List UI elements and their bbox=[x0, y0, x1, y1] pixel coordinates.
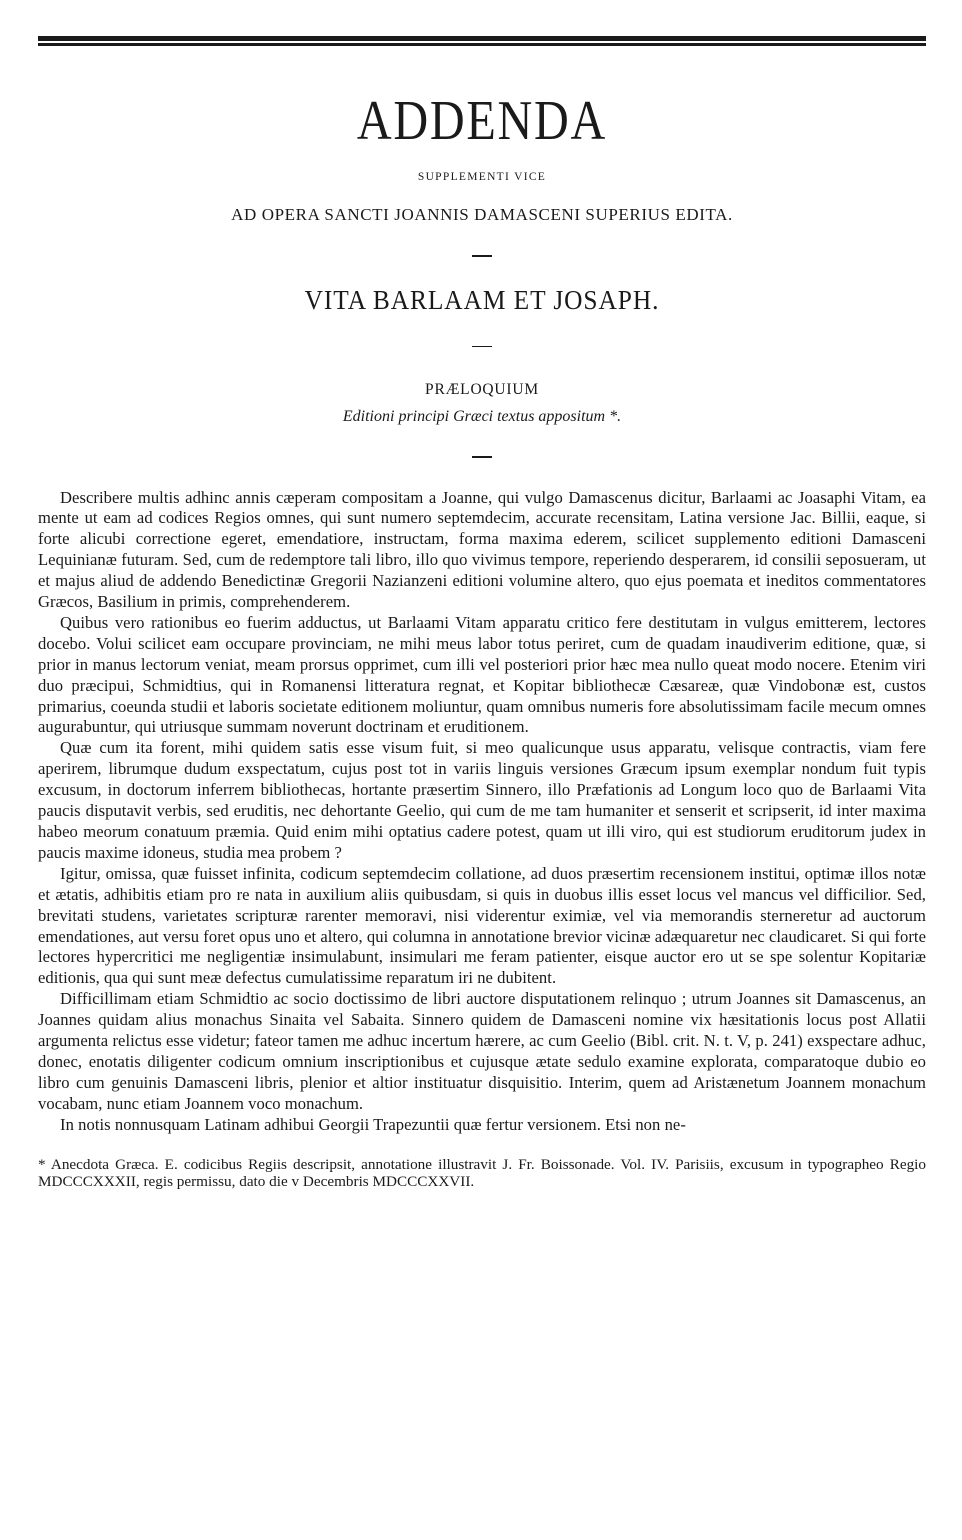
paragraph: In notis nonnusquam Latinam adhibui Georgii Trapezuntii quæ fertur versionem. Etsi non ne- bbox=[60, 1114, 686, 1134]
divider-dash bbox=[472, 456, 492, 458]
ad-opera-line: AD OPERA SANCTI JOANNIS DAMASCENI SUPERIUS EDITA. bbox=[231, 205, 733, 224]
body-text bbox=[38, 488, 926, 1136]
paragraph: Quæ cum ita forent, mihi quidem satis esse visum fuit, si meo qualicunque usus apparatu, velisque contractis, viam fere aperirem, librumque dudum exspectatum, cujus post tot in variis linguis versiones Græcum ipsum exemplar nondum fuit typis excusum, in doctorum inferrem bibliothecas, hortante præsertim Sinnero, illo Præfationis ad Longum loco quo de Barlaami Vita paucis disputavit verbis, sed eruditis, nec dehortante Geelio, qui cum de me tam humaniter et senserit et scripserit, id inter maxima habeo meorum conatuum præmia. Quid enim mihi optatius cadere potest, quam ut illi viro, qui est studiorum eruditorum judex in paucis maxime idoneus, studia mea probem ? bbox=[38, 738, 926, 862]
section-subtitle: Editioni principi Græci textus appositum *. bbox=[342, 408, 622, 425]
paragraph: Quibus vero rationibus eo fuerim adductus, ut Barlaami Vitam apparatu critico fere destitutam in vulgus emitterem, lectores docebo. Volui scilicet eam occupare provinciam, ne mihi meus labor totus periret, cum de quadam inaudiverim editione, quæ, si prior in manus lectorum veniat, meam prorsus opprimet, cum illi vel posteriori prior hæc mea nullo queat modo nocere. Etenim viri duo præcipui, Schmidtius, qui in Romanensi litteratura regnat, et Kopitar bibliothecæ Cæsareæ, quæ Vindobonæ est, custos primarius, coeunda studii et laboris societate editionem moliuntur, quam omnibus numeris fore absolutissimam facile mecum omnes augurabuntur, qui utriusque summam noverunt doctrinam et eruditionem. bbox=[38, 612, 926, 737]
page-title: ADDENDA bbox=[356, 90, 608, 152]
praeloquium-heading: PRÆLOQUIUM bbox=[425, 381, 539, 398]
paragraph: Igitur, omissa, quæ fuisset infinita, codicum septemdecim collatione, ad duos præsertim recensionem institui, optimæ illos notæ et ætatis, adhibitis etiam pro re nata in auxilium aliis quibusdam, si quis in duobus illis esset locus vel mancus vel difficilior. Sed, brevitati studens, varietates scripturæ rarenter memoravi, nisi viderentur eximiæ, vel via memorandis sterneretur ad auctorum emendationes, aut versu foret opus uno et altero, qui columna in annotatione brevior vicinæ adæquaretur nec claudicaret. Si qui forte lectores hypercritici me negligentiæ insimulabunt, insimulari me feram patienter, eisque auctor ero ut se spe solentur Kopitariæ editionis, qua qui sunt meæ defectus cumulatissime reparatum iri ne dubitent. bbox=[38, 863, 926, 988]
section-title: VITA BARLAAM ET JOSAPH. bbox=[304, 284, 660, 315]
top-rule bbox=[38, 36, 926, 43]
footnote: * Anecdota Græca. E. codicibus Regiis descripsit, annotatione illustravit J. Fr. Boissonade. Vol. IV. Parisiis, excusum in typographeo Regio MDCCCXXXII, regis permissu, dato die v Decembris MDCCCXXVII. bbox=[38, 1155, 926, 1191]
divider-dash bbox=[472, 346, 492, 348]
page bbox=[38, 36, 926, 1191]
divider-dash bbox=[472, 255, 492, 257]
supplementi-line: SUPPLEMENTI VICE bbox=[417, 171, 547, 183]
paragraph: Describere multis adhinc annis cæperam compositam a Joanne, qui vulgo Damascenus dicitur, Barlaami ac Joasaphi Vitam, ea mente ut eam ad codices Regios omnes, qui sunt numero septemdecim, accurate recensitam, Latina versione Jac. Billii, eaque, si forte alicubi correctione egeret, emendatiore, instructam, forma maxima ederem, scilicet supplemento editioni Damasceni Lequinianæ futuram. Sed, cum de redemptore tali libro, illo quo vivimus tempore, reperiendo desperarem, id consilii seposueram, ut et majus aliud de addendo Benedictinæ Gregorii Nazianzeni editioni volumine altero, quo ejus poemata et ineditos commentatores Græcos, Basilium in primis, comprehenderem. bbox=[38, 487, 926, 612]
paragraph: Difficillimam etiam Schmidtio ac socio doctissimo de libri auctore disputationem relinquo ; utrum Joannes sit Damascenus, an Joannes quidam alius monachus Sinaita vel Sabaita. Sinnero quidem de Damasceni nomine vix hæsitationis locus post Allatii argumenta relictus esse videtur; fateor tamen me adhuc incertum hærere, ac cum Geelio (Bibl. crit. N. t. V, p. 241) exspectare adhuc, donec, enotatis diligenter codicum omnium inscriptionibus et cujusque ætate sedulo examine explorata, comparatoque dubio eo libro cum genuinis Damasceni libris, plenior et altior instituatur disquisitio. Interim, quem ad Aristænetum Joannem monachum vocabam, nunc etiam Joannem voco monachum. bbox=[38, 989, 926, 1113]
